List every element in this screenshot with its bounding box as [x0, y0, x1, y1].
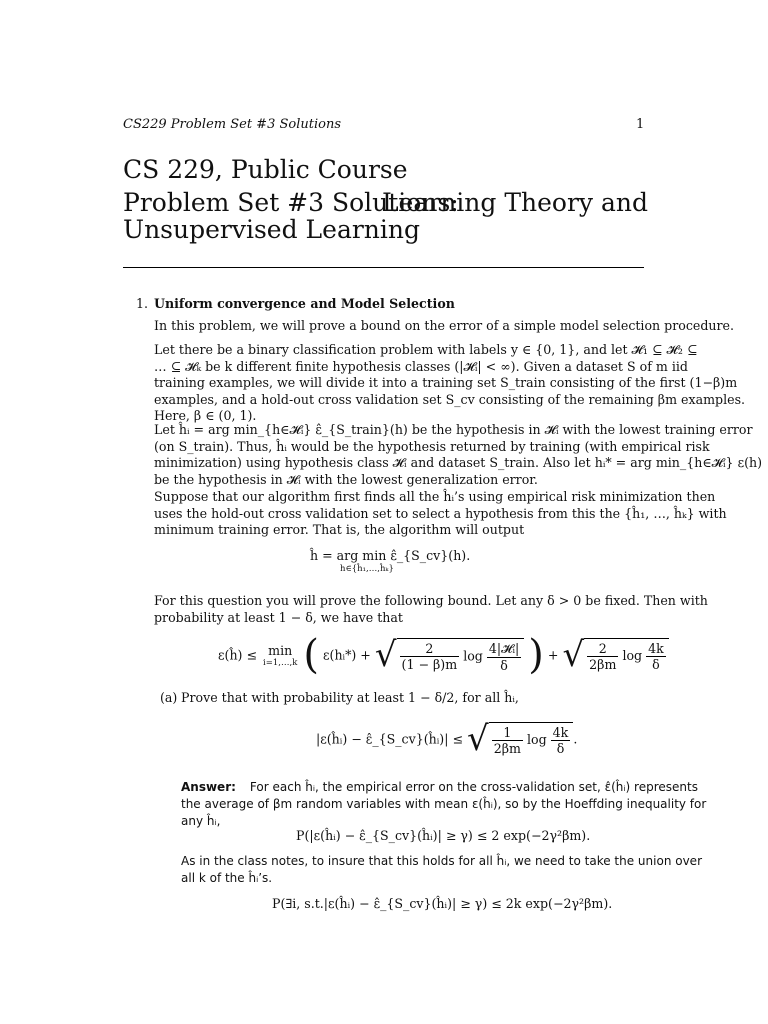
- fraction: [587, 641, 618, 672]
- text-line: minimization) using hypothesis class 𝓗ᵢ and dataset S_train. Also let hᵢ* = arg min_{h∈𝓗ᵢ} ε(h): [154, 455, 763, 471]
- title-rule: [123, 267, 644, 268]
- text-line: be the hypothesis in 𝓗ᵢ with the lowest generalization error.: [154, 471, 538, 487]
- text-line: Here, β ∈ (0, 1).: [154, 408, 257, 424]
- part-label: (a): [160, 690, 178, 705]
- eq-min-range: i=1,…,k: [263, 657, 298, 668]
- answer-label: Answer:: [181, 780, 236, 794]
- text-line: … ⊆ 𝓗ₖ be k different finite hypothesis classes (|𝓗ᵢ| < ∞). Given a dataset S of m iid: [154, 358, 688, 374]
- answer-text: For each ĥᵢ, the empirical error on the cross-validation set, ε̂(ĥᵢ) represents: [249, 780, 698, 794]
- paragraph-algorithm: [154, 489, 727, 539]
- numerator: 1: [492, 725, 523, 741]
- eq-term: ε(hᵢ*) +: [323, 647, 371, 663]
- numerator: 2: [400, 641, 460, 657]
- paragraph-bound: [154, 593, 708, 626]
- text-line: uses the hold-out cross validation set to select a hypothesis from this the {ĥ₁, …, ĥₖ} with: [154, 505, 727, 521]
- text-line: As in the class notes, to insure that this holds for all ĥᵢ, we need to take the union over: [181, 854, 702, 868]
- eq-lhs: ε(ĥ) ≤: [218, 647, 258, 663]
- text-line: For this question you will prove the following bound. Let any δ > 0 be fixed. Then with: [154, 593, 708, 608]
- text-line: minimum training error. That is, the algorithm will output: [154, 522, 525, 538]
- denominator: δ: [652, 657, 660, 672]
- paragraph-intro: [154, 318, 734, 335]
- paragraph-setup: [154, 342, 746, 425]
- sqrt-sign: √: [374, 635, 397, 675]
- answer-block: [181, 779, 707, 830]
- text-line: the average of βm random variables with mean ε(ĥᵢ), so by the Hoeffding inequality for: [181, 797, 707, 811]
- fraction: [551, 725, 571, 756]
- right-paren: ): [528, 632, 544, 678]
- equation-union-bound: P(∃i, s.t.|ε(ĥᵢ) − ε̂_{S_cv}(ĥᵢ)| ≥ γ) ≤ 2k exp(−2γ²βm).: [272, 896, 613, 911]
- numerator: 4k: [552, 725, 569, 740]
- numerator: 4k: [648, 641, 664, 656]
- eq-min-word: min: [268, 642, 293, 658]
- text-line: Suppose that our algorithm first finds all the ĥᵢ’s using empirical risk minimization then: [154, 489, 716, 504]
- left-paren: (: [303, 632, 319, 678]
- page-number: 1: [636, 117, 645, 132]
- log: log: [526, 732, 547, 747]
- fraction: [400, 641, 460, 672]
- denominator: δ: [556, 741, 565, 756]
- equation-text: ĥ = arg min ε̂_{S_cv}(h).: [310, 548, 471, 563]
- equation-selection: [310, 548, 470, 563]
- equation-part-a: [316, 719, 578, 759]
- text-line: In this problem, we will prove a bound on the error of a simple model selection procedure.: [154, 318, 734, 333]
- equation-hoeffding: P(|ε(ĥᵢ) − ε̂_{S_cv}(ĥᵢ)| ≥ γ) ≤ 2 exp(−2γ²βm).: [296, 828, 591, 843]
- sqrt-body: [584, 638, 669, 672]
- question-heading: Uniform convergence and Model Selection: [154, 296, 455, 311]
- fraction: [487, 641, 521, 673]
- text-line: examples, and a hold-out cross validation set S_cv consisting of the remaining βm examples.: [154, 391, 746, 407]
- sqrt-sign: √: [562, 635, 585, 675]
- sqrt-body: [489, 722, 574, 756]
- text-line: [181, 779, 698, 796]
- text-line: training examples, we will divide it into a training set S_train consisting of the first (1−β)m: [154, 375, 738, 391]
- denominator: δ: [500, 657, 508, 673]
- part-text: Prove that with probability at least 1 − δ/2, for all ĥᵢ,: [181, 690, 519, 705]
- log: log: [463, 648, 483, 663]
- eq-min: [263, 643, 297, 668]
- equation-main-bound: [218, 632, 669, 676]
- text-line: all k of the ĥᵢ’s.: [181, 871, 273, 885]
- question-number: 1.: [136, 296, 149, 311]
- text-line: (on S_train). Thus, ĥᵢ would be the hypothesis returned by training (with empirical risk: [154, 438, 710, 454]
- fraction: [646, 641, 666, 672]
- answer-continuation: [181, 853, 702, 887]
- document-title-line2: [123, 189, 648, 243]
- fraction: [492, 725, 523, 756]
- eq-lhs: |ε(ĥᵢ) − ε̂_{S_cv}(ĥᵢ)| ≤: [316, 731, 464, 747]
- log: log: [622, 648, 643, 663]
- running-head: CS229 Problem Set #3 Solutions: [123, 117, 341, 132]
- denominator: 2βm: [589, 657, 617, 672]
- title-line2-left: Problem Set #3 Solutions:: [123, 188, 459, 217]
- denominator: (1 − β)m: [401, 657, 458, 672]
- text-line: probability at least 1 − δ, we have that: [154, 609, 403, 625]
- title-line2-right: Learning Theory and: [381, 188, 648, 217]
- document-title-line1: CS 229, Public Course: [123, 155, 408, 184]
- sqrt-body: [397, 638, 525, 673]
- paragraph-definitions: [154, 422, 763, 488]
- numerator: 2: [587, 641, 618, 657]
- title-line3: Unsupervised Learning: [123, 215, 420, 244]
- equation-subscript: h∈{ĥ₁,…,ĥₖ}: [340, 564, 394, 574]
- period: .: [573, 731, 578, 747]
- numerator: 4|𝓗ᵢ|: [488, 640, 520, 656]
- text-line: any ĥᵢ,: [181, 814, 221, 828]
- text-line: Let ĥᵢ = arg min_{h∈𝓗ᵢ} ε̂_{S_train}(h) be the hypothesis in 𝓗ᵢ with the lowest training error: [154, 422, 753, 437]
- text-line: Let there be a binary classification problem with labels y ∈ {0, 1}, and let 𝓗₁ ⊆ 𝓗₂ ⊆: [154, 342, 698, 357]
- sqrt-sign: √: [467, 719, 489, 759]
- plus: +: [547, 647, 559, 663]
- denominator: 2βm: [493, 741, 521, 756]
